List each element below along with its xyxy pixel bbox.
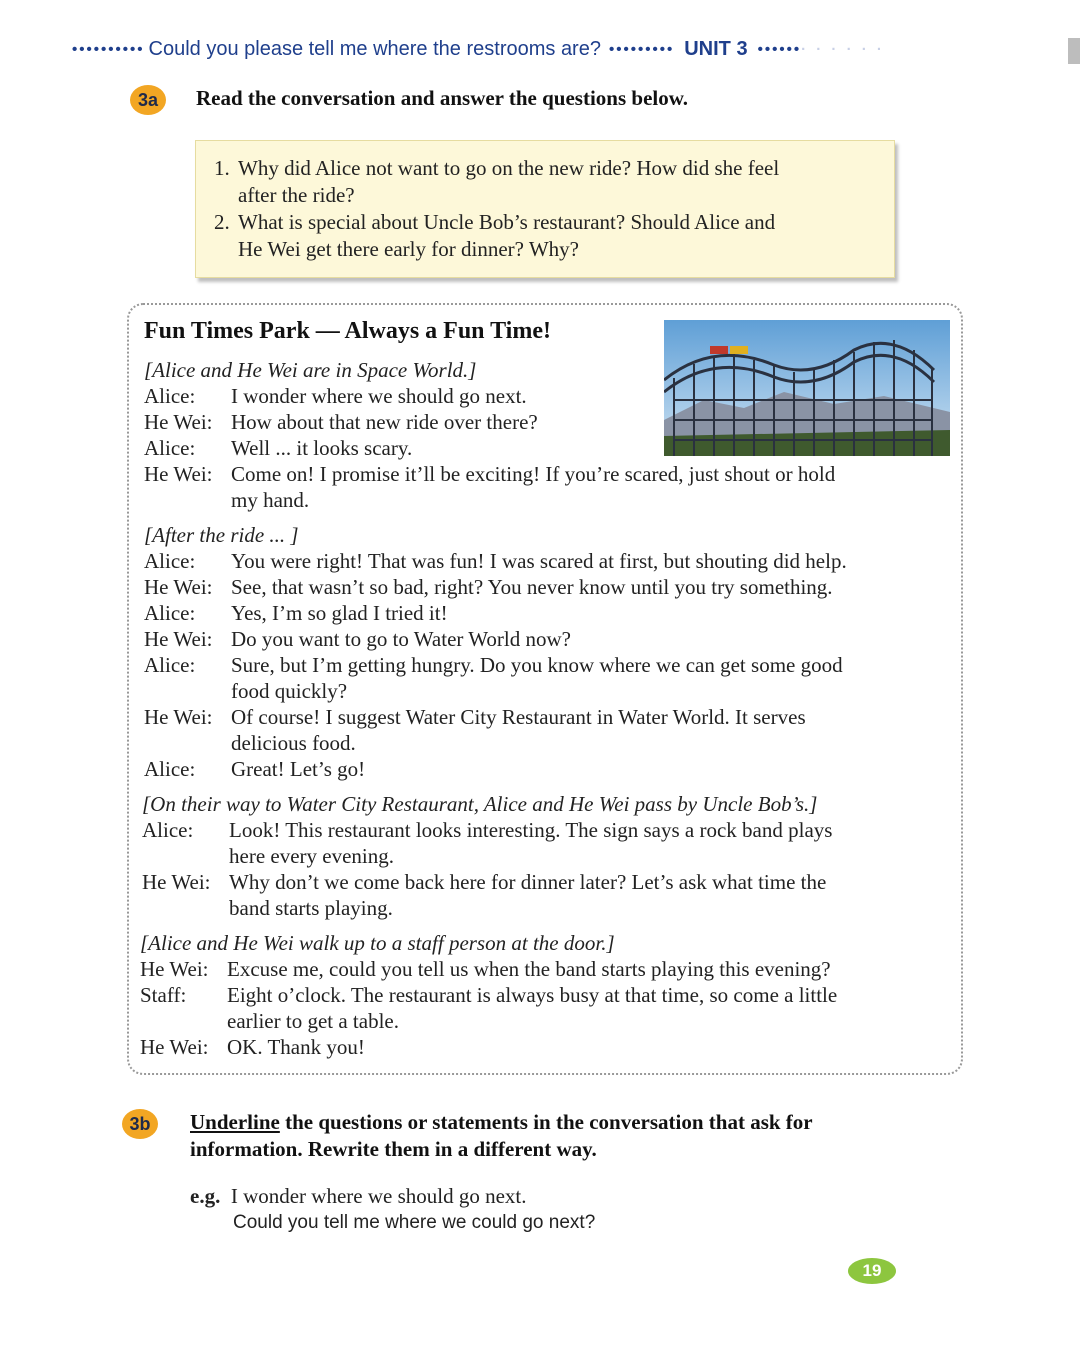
header-dots-right: •••••• <box>757 40 802 58</box>
question-2: 2. What is special about Uncle Bob’s restaurant? Should Alice and He Wei get there early for dinner? Why? <box>214 210 776 261</box>
stage-direction <box>142 791 817 817</box>
dialogue-line <box>142 895 393 921</box>
speaker-name: He Wei: <box>144 410 213 434</box>
stage-text: [Alice and He Wei walk up to a staff person at the door.] <box>140 931 615 955</box>
dialogue-line <box>144 409 538 435</box>
stage-text: [After the ride ... ] <box>144 523 299 547</box>
speaker-name: Staff: <box>140 983 187 1007</box>
header-dots-fade: · · · · · · <box>801 40 885 58</box>
dialogue-line <box>140 1008 399 1034</box>
dialogue-text: Look! This restaurant looks interesting. The sign says a rock band plays <box>229 818 833 842</box>
speaker-name: Alice: <box>144 601 196 625</box>
speaker-name: He Wei: <box>140 1035 209 1059</box>
dialogue-text: my hand. <box>231 488 310 512</box>
roller-coaster-photo <box>664 320 950 456</box>
instruction-3b-line1: Underline the questions or statements in the conversation that ask for <box>190 1110 813 1134</box>
example-label: e.g. <box>190 1184 221 1208</box>
speaker-name: Alice: <box>142 818 194 842</box>
dialogue-text: Eight o’clock. The restaurant is always busy at that time, so come a little <box>227 983 838 1007</box>
stage-direction <box>144 357 476 383</box>
question-1: 1. Why did Alice not want to go on the new ride? How did she feel after the ride? <box>214 156 780 207</box>
dialogue-text: Well ... it looks scary. <box>231 436 413 460</box>
dialogue-text: earlier to get a table. <box>227 1009 399 1033</box>
speaker-name: He Wei: <box>144 462 213 486</box>
dialogue-text: Sure, but I’m getting hungry. Do you know where we can get some good <box>231 653 843 677</box>
dialogue-line <box>142 869 826 895</box>
dialogue-line <box>144 652 843 678</box>
dialogue-text: Do you want to go to Water World now? <box>231 627 571 651</box>
dialogue-line <box>144 461 835 487</box>
dialogue-text: delicious food. <box>231 731 356 755</box>
stage-direction <box>144 522 299 548</box>
conversation-title: Fun Times Park — Always a Fun Time! <box>144 318 551 344</box>
section-badge-3b: 3b <box>122 1109 158 1139</box>
header-dots-mid: ••••••••• <box>608 40 675 58</box>
speaker-name: Alice: <box>144 757 196 781</box>
unit-label: UNIT 3 <box>684 37 748 60</box>
dialogue-text: Come on! I promise it’ll be exciting! If you’re scared, just shout or hold <box>231 462 836 486</box>
dialogue-line <box>144 600 448 626</box>
instruction-3b-line2: information. Rewrite them in a different way. <box>190 1137 597 1161</box>
dialogue-text: food quickly? <box>231 679 348 703</box>
dialogue-text: band starts playing. <box>229 896 393 920</box>
running-header <box>72 34 1022 64</box>
underline-word: Underline <box>190 1110 280 1134</box>
dialogue-line <box>144 435 412 461</box>
instruction-3a: Read the conversation and answer the questions below. <box>196 86 688 110</box>
page-edge-tab <box>1068 38 1080 64</box>
example-original: e.g. I wonder where we should go next. <box>190 1184 527 1208</box>
section-badge-3a: 3a <box>130 85 166 115</box>
dialogue-line <box>144 548 847 574</box>
dialogue-text: I wonder where we should go next. <box>231 384 527 408</box>
speaker-name: He Wei: <box>144 627 213 651</box>
dialogue-line <box>140 982 837 1008</box>
dialogue-line <box>144 678 347 704</box>
dialogue-line <box>144 626 571 652</box>
dialogue-text: How about that new ride over there? <box>231 410 538 434</box>
dialogue-text: Excuse me, could you tell us when the band starts playing this evening? <box>227 957 831 981</box>
dialogue-line <box>140 956 831 982</box>
dialogue-line <box>144 704 806 730</box>
dialogue-text: Great! Let’s go! <box>231 757 366 781</box>
stage-text: [On their way to Water City Restaurant, Alice and He Wei pass by Uncle Bob’s.] <box>142 792 818 816</box>
page-number: 19 <box>848 1258 896 1284</box>
questions-box <box>195 140 895 278</box>
stage-direction <box>140 930 615 956</box>
speaker-name: He Wei: <box>142 870 211 894</box>
dialogue-line <box>144 383 527 409</box>
stage-text: [Alice and He Wei are in Space World.] <box>144 358 477 382</box>
speaker-name: He Wei: <box>140 957 209 981</box>
dialogue-text: You were right! That was fun! I was scared at first, but shouting did help. <box>231 549 847 573</box>
dialogue-line <box>142 843 394 869</box>
dialogue-line <box>144 574 833 600</box>
speaker-name: He Wei: <box>144 575 213 599</box>
dialogue-line <box>140 1034 365 1060</box>
dialogue-text: Of course! I suggest Water City Restaurant in Water World. It serves <box>231 705 806 729</box>
speaker-name: Alice: <box>144 436 196 460</box>
dialogue-line <box>142 817 832 843</box>
header-dots-left: •••••••••• <box>72 40 145 58</box>
speaker-name: Alice: <box>144 653 196 677</box>
dialogue-line <box>144 730 356 756</box>
dialogue-line <box>144 487 309 513</box>
dialogue-line <box>144 756 365 782</box>
dialogue-text: Why don’t we come back here for dinner later? Let’s ask what time the <box>229 870 827 894</box>
example-rewrite: Could you tell me where we could go next? <box>233 1212 596 1233</box>
header-title: Could you please tell me where the restrooms are? <box>148 37 601 60</box>
dialogue-text: See, that wasn’t so bad, right? You never know until you try something. <box>231 575 833 599</box>
speaker-name: Alice: <box>144 549 196 573</box>
dialogue-text: OK. Thank you! <box>227 1035 365 1059</box>
speaker-name: Alice: <box>144 384 196 408</box>
dialogue-text: Yes, I’m so glad I tried it! <box>231 601 448 625</box>
dialogue-text: here every evening. <box>229 844 394 868</box>
speaker-name: He Wei: <box>144 705 213 729</box>
